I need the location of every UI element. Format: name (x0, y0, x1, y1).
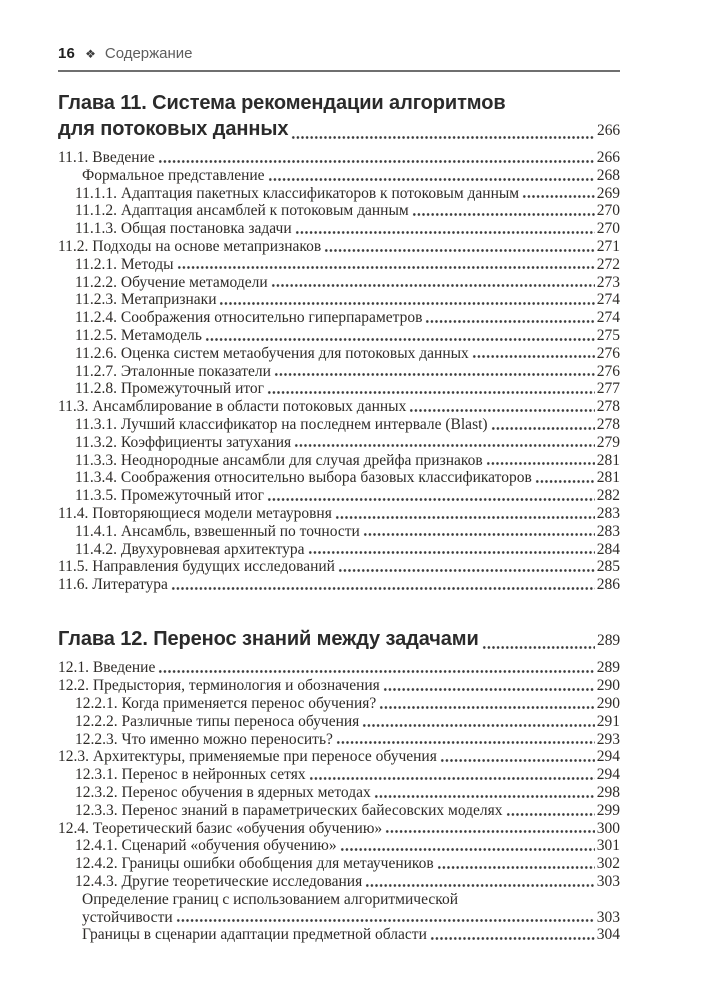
dot-leader (374, 784, 595, 802)
toc-entry-text: 12.3.3. Перенос знаний в параметрических байесовских моделях (75, 801, 503, 819)
dot-leader (362, 713, 594, 731)
toc-entry-text: 12.2. Предыстория, терминология и обозначения (58, 677, 380, 695)
toc-entry-text: 12.2.3. Что именно можно переносить? (75, 730, 333, 748)
toc-entry-page: 303 (596, 872, 620, 890)
toc-entry (58, 713, 620, 731)
toc-entry-page: 266 (596, 149, 620, 166)
toc-entry (58, 523, 620, 541)
dot-leader (522, 185, 595, 203)
toc-entry-page: 298 (596, 784, 620, 801)
dot-leader (379, 695, 594, 713)
toc-entry-page: 300 (596, 819, 620, 837)
toc-entry-page: 276 (596, 344, 620, 362)
dot-leader (363, 523, 595, 541)
toc-entry-text: 11.6. Литература (58, 576, 168, 594)
toc-entry (58, 363, 620, 381)
toc-entry-page: 275 (596, 326, 620, 344)
toc-entry (58, 505, 620, 523)
toc-entry-text: 11.2.1. Методы (75, 255, 174, 273)
toc-entry-text: устойчивости (82, 908, 173, 926)
dot-leader (412, 202, 595, 220)
toc-entry-text: 11.2.4. Соображения относительно гиперпараметров (75, 309, 423, 327)
toc-entry-text: Глава 12. Перенос знаний между задачами (58, 627, 479, 650)
toc-entry-text: 12.3.1. Перенос в нейронных сетях (75, 766, 306, 784)
toc-entry (58, 256, 620, 274)
toc-entry-text: 11.2.7. Эталонные показатели (75, 362, 271, 380)
dot-leader (472, 345, 595, 363)
dot-leader (271, 274, 595, 292)
dot-leader (365, 873, 595, 891)
dot-leader (291, 117, 595, 144)
toc-entry (58, 185, 620, 203)
toc-entry-text: 12.4.1. Сценарий «обучения обучению» (75, 837, 337, 855)
dot-leader (486, 452, 595, 470)
toc-entry-page: 302 (596, 855, 620, 873)
dot-leader (535, 469, 595, 487)
toc-entry (58, 309, 620, 327)
toc-entry (58, 452, 620, 470)
toc-entry-text: 11.3. Ансамблирование в области потоковых данных (58, 398, 407, 416)
toc-entry-page: 271 (596, 237, 620, 255)
toc-entry-page: 270 (596, 220, 620, 238)
toc-entry-text: 12.1. Введение (58, 659, 156, 677)
toc-entry-text: 11.4.1. Ансамбль, взвешенный по точности (75, 522, 360, 540)
dot-leader (295, 220, 595, 238)
toc-entry (58, 327, 620, 345)
toc-entry (58, 469, 620, 487)
toc-entry-text: 12.3.2. Перенос обучения в ядерных методах (75, 784, 371, 801)
toc-entry (58, 238, 620, 256)
dot-leader (491, 416, 595, 434)
toc-entry (58, 558, 620, 576)
toc-entry-page: 269 (596, 184, 620, 202)
toc-entry-page: 283 (596, 504, 620, 522)
toc-entry-page: 276 (596, 362, 620, 380)
toc-entry-page: 279 (596, 433, 620, 451)
dot-leader (205, 327, 595, 345)
toc-entry-page: 283 (596, 522, 620, 540)
toc-entry-text: 11.2.3. Метапризнаки (75, 291, 217, 309)
toc-entry (58, 695, 620, 713)
dot-leader (335, 505, 595, 523)
toc-entry-text: 11.2. Подходы на основе метапризнаков (58, 237, 322, 255)
toc-entry-text: 11.3.2. Коэффициенты затухания (75, 433, 292, 451)
dot-leader (324, 238, 595, 256)
dot-leader (340, 837, 595, 855)
toc-entry-text: 11.2.8. Промежуточный итог (75, 380, 265, 398)
dot-leader (158, 659, 594, 677)
toc-entry-text: для потоковых данных (58, 117, 289, 140)
toc-entry-text: 12.2.1. Когда применяется перенос обучения? (75, 695, 377, 713)
dot-leader (385, 820, 595, 838)
toc-entry-page: 284 (596, 540, 620, 558)
toc-entry-page: 274 (596, 291, 620, 309)
toc-entry (58, 766, 620, 784)
toc-entry-text: 12.2.2. Различные типы переноса обучения (75, 712, 360, 730)
toc-entry-text: 11.3.1. Лучший классификатор на последнем интервале (Blast) (75, 415, 488, 433)
toc-entry-page: 281 (596, 469, 620, 487)
dot-leader (506, 802, 595, 820)
toc-entry (58, 398, 620, 416)
toc-entry-text: 11.1.2. Адаптация ансамблей к потоковым данным (75, 202, 409, 220)
page-content (58, 0, 620, 944)
toc-entry-page: 278 (596, 398, 620, 416)
toc-entry (58, 837, 620, 855)
toc-entry-page: 304 (596, 926, 620, 944)
dot-leader (336, 731, 595, 749)
toc-entry-text: 11.1. Введение (58, 149, 155, 166)
toc-entry (58, 784, 620, 802)
dot-leader (482, 627, 595, 654)
toc-entry-text: 11.3.5. Промежуточный итог (75, 487, 265, 505)
toc-entry (58, 748, 620, 766)
toc-entry-text: 12.4.3. Другие теоретические исследования (75, 872, 363, 890)
dot-leader (437, 855, 595, 873)
toc-entry-page: 303 (596, 908, 620, 926)
page-folio-number: 16 (58, 45, 76, 62)
toc-entry-page: 272 (596, 255, 620, 273)
dot-leader (219, 291, 594, 309)
running-head-title: Содержание (104, 45, 193, 62)
toc-entry (58, 677, 620, 695)
toc-entry-page: 268 (596, 166, 620, 184)
toc-entry-text: 11.1.1. Адаптация пакетных классификаторов к потоковым данным (75, 184, 520, 202)
toc-entry (58, 149, 620, 167)
dot-leader (308, 541, 595, 559)
dot-leader (338, 558, 595, 576)
toc-entry (58, 434, 620, 452)
toc-entry-text: 11.2.2. Обучение метамодели (75, 273, 268, 291)
toc-entry (58, 345, 620, 363)
toc-entry-text: 12.3. Архитектуры, применяемые при переносе обучения (58, 748, 437, 766)
toc-entry (58, 167, 620, 185)
toc-entry-page: 290 (596, 677, 620, 695)
toc-entry-page: 294 (596, 766, 620, 784)
toc-entry-page: 289 (596, 659, 620, 677)
toc-entry (58, 380, 620, 398)
dot-leader (309, 766, 595, 784)
dot-leader (177, 256, 595, 274)
toc-entry-text: 11.2.5. Метамодель (75, 326, 202, 344)
toc-entry-text: Глава 11. Система рекомендации алгоритмов (58, 92, 506, 114)
toc-entry (58, 416, 620, 434)
toc-entry (58, 802, 620, 820)
dot-leader (294, 434, 595, 452)
toc-entry-page: 278 (596, 415, 620, 433)
toc-entry (58, 291, 620, 309)
diamond-ornament-icon: ❖ (85, 47, 96, 61)
dot-leader (268, 167, 595, 185)
toc-entry-page: 274 (596, 309, 620, 327)
toc-entry (58, 91, 620, 143)
toc-entry-page: 285 (596, 558, 620, 576)
dot-leader (430, 926, 595, 944)
toc-entry-text: 11.1.3. Общая постановка задачи (75, 220, 292, 238)
dot-leader (171, 576, 595, 594)
toc-entry-text: 11.5. Направления будущих исследований (58, 558, 335, 576)
toc-entry-text: 12.4. Теоретический базис «обучения обучению» (58, 819, 383, 837)
toc-entry (58, 202, 620, 220)
toc-entry (58, 873, 620, 891)
table-of-contents (58, 91, 620, 944)
toc-entry-text: 11.4. Повторяющиеся модели метауровня (58, 504, 332, 522)
toc-entry (58, 487, 620, 505)
toc-entry (58, 855, 620, 873)
toc-entry (58, 274, 620, 292)
toc-entry (58, 891, 620, 927)
toc-entry-page: 273 (596, 273, 620, 291)
toc-entry-page: 266 (597, 121, 620, 139)
toc-entry-text: 11.4.2. Двухуровневая архитектура (75, 540, 305, 558)
toc-entry-page: 290 (596, 695, 620, 713)
toc-entry-page: 282 (596, 487, 620, 505)
toc-entry-page: 299 (596, 801, 620, 819)
toc-entry-text: 12.4.2. Границы ошибки обобщения для метаучеников (75, 855, 434, 873)
toc-entry-page: 289 (597, 631, 620, 649)
running-head (58, 0, 620, 72)
dot-leader (425, 309, 594, 327)
toc-entry (58, 627, 620, 654)
toc-entry-page: 301 (596, 837, 620, 855)
toc-entry-text: 11.3.3. Неоднородные ансамбли для случая дрейфа признаков (75, 451, 483, 469)
toc-entry (58, 576, 620, 594)
toc-entry-page: 291 (596, 712, 620, 730)
toc-entry-text: Формальное представление (82, 166, 265, 184)
toc-entry-text: 11.3.4. Соображения относительно выбора базовых классификаторов (75, 469, 532, 487)
toc-entry-page: 294 (596, 748, 620, 766)
dot-leader (158, 149, 595, 167)
toc-entry-text: Определение границ с использованием алгоритмической (82, 890, 459, 908)
toc-entry-page: 270 (596, 202, 620, 220)
toc-entry-text: Границы в сценарии адаптации предметной области (82, 926, 427, 944)
dot-leader (267, 487, 595, 505)
dot-leader (176, 909, 595, 927)
toc-entry-page: 281 (596, 451, 620, 469)
toc-entry (58, 659, 620, 677)
toc-entry (58, 541, 620, 559)
dot-leader (383, 677, 595, 695)
toc-entry (58, 926, 620, 944)
dot-leader (267, 380, 595, 398)
toc-entry-page: 293 (596, 730, 620, 748)
toc-entry (58, 220, 620, 238)
toc-entry (58, 820, 620, 838)
toc-entry-page: 286 (596, 576, 620, 594)
dot-leader (409, 398, 594, 416)
toc-entry-text: 11.2.6. Оценка систем метаобучения для потоковых данных (75, 344, 469, 362)
toc-entry-page: 277 (596, 380, 620, 398)
dot-leader (274, 363, 595, 381)
dot-leader (440, 748, 595, 766)
toc-entry (58, 731, 620, 749)
